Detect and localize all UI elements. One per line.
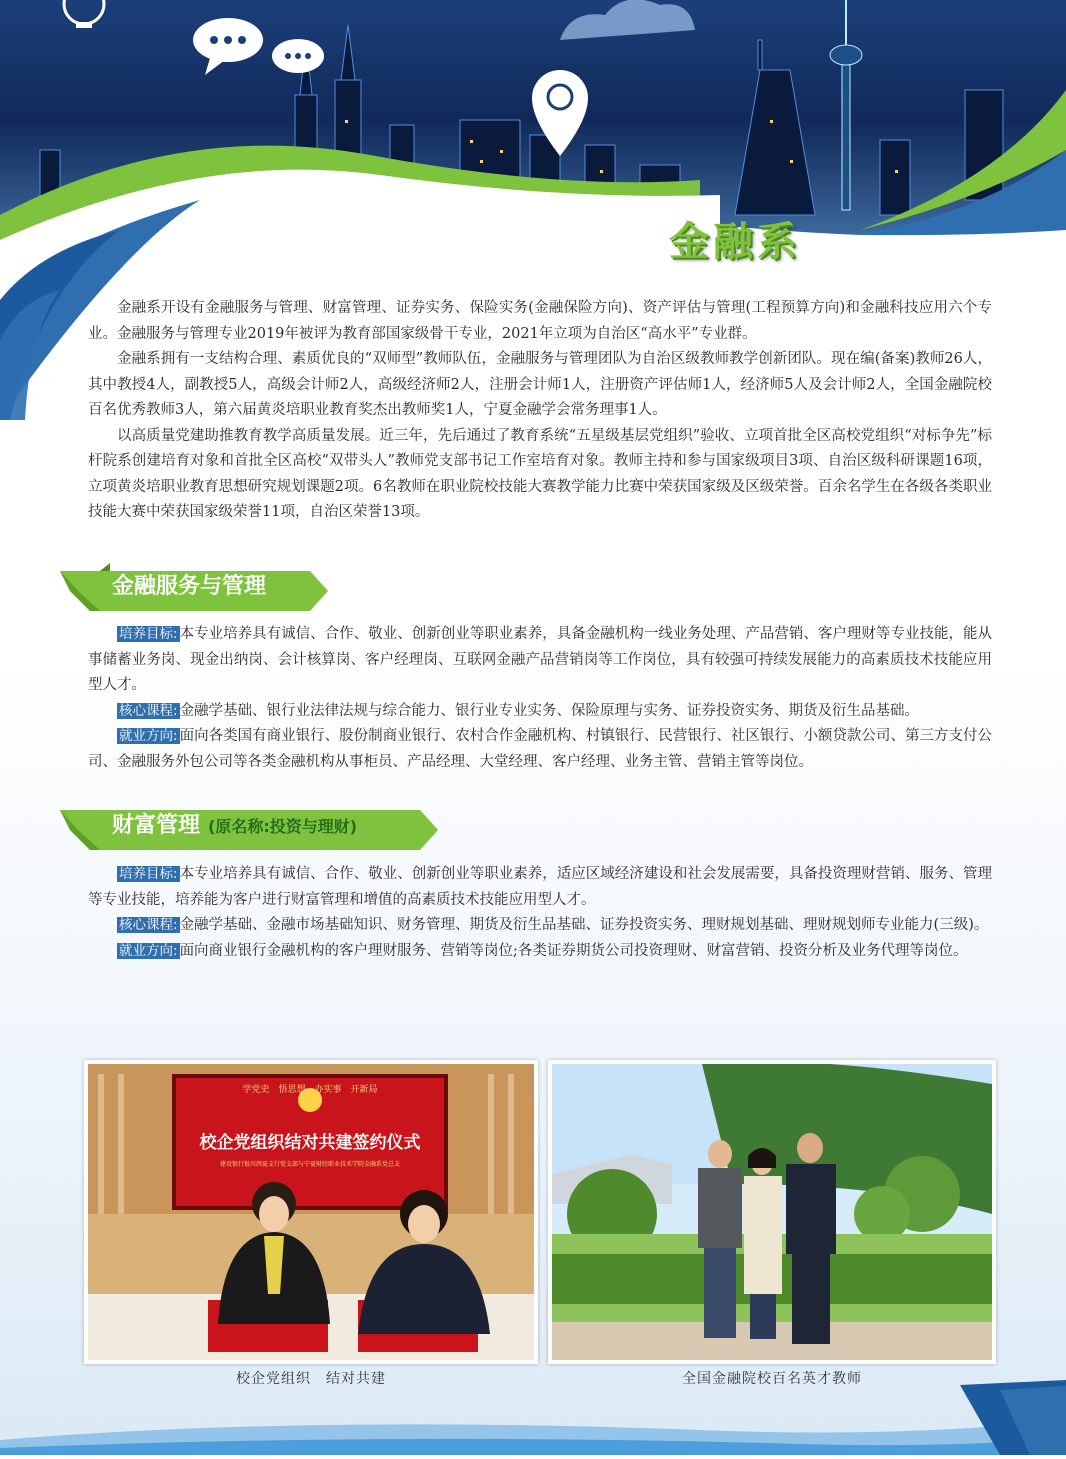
item-text: 本专业培养具有诚信、合作、敬业、创新创业等职业素养，适应区域经济建设和社会发展需要，具备投资理财营销、服务、管理等专业技能，培养能为客户进行财富管理和增值的高素质技术技能应用型人才。 [88, 866, 992, 908]
item-label: 就业方向: [119, 942, 178, 959]
section-item [88, 913, 992, 939]
intro-paragraph: 以高质量党建助推教育教学高质量发展。近三年，先后通过了教育系统“五星级基层党组织”验收、立项首批全区高校党组织“对标争先”标杆院系创建培育对象和首批全区高校“双带头人”教师党支部书记工作室培育对象。教师主持和参与国家级项目3项、自治区级科研课题16项，立项黄炎培职业教育思想研究规划课题2项。6名教师在职业院校技能大赛教学能力比赛中荣获国家级及区级荣誉。百余名学生在各级各类职业技能大赛中荣获国家级荣誉11项，自治区荣誉13项。 [88, 427, 992, 520]
intro-paragraph: 金融系拥有一支结构合理、素质优良的“双师型”教师队伍，金融服务与管理团队为自治区级教师教学创新团队。现在编(备案)教师26人，其中教授4人，副教授5人，高级会计师2人，高级经济师2人，注册会计师1人，注册资产评估师1人，经济师5人及会计师2人，全国金融院校百名优秀教师3人，第六届黄炎培职业教育奖杰出教师奖1人，宁夏金融学会常务理事1人。 [88, 351, 992, 418]
item-label: 核心课程: [119, 917, 178, 933]
item-text: 面向各类国有商业银行、股份制商业银行、农村合作金融机构、村镇银行、民营银行、社区银行、小额贷款公司、第三方支付公司、金融服务外包公司等各类金融机构从事柜员、产品经理、大堂经理、客户经理、业务主管、营销主管等岗位。 [88, 728, 992, 770]
teachers-group-image [552, 1064, 992, 1360]
screen-slogan: 学党史 悟思想 办实事 开新局 [242, 1085, 378, 1095]
section-title [112, 802, 357, 850]
item-label: 核心课程: [119, 702, 178, 719]
signing-ceremony-image [88, 1064, 534, 1360]
footer-decoration [0, 1380, 1066, 1455]
section-item [88, 939, 992, 965]
section-item [88, 622, 992, 699]
section-banner-finance-service [60, 563, 330, 611]
screen-title: 校企党组织结对共建签约仪式 [199, 1133, 421, 1153]
item-label: 培养目标: [119, 626, 178, 642]
intro-paragraph: 金融系开设有金融服务与管理、财富管理、证券实务、保险实务(金融保险方向)、资产评估与管理(工程预算方向)和金融科技应用六个专业。金融服务与管理专业2019年被评为教育部国家级骨干专业，2021年立项为自治区“高水平”专业群。 [88, 300, 992, 342]
intro-text [88, 296, 992, 526]
section-body-wealth-management [88, 862, 992, 964]
section-subtitle: (原名称:投资与理财) [208, 817, 358, 836]
photo-caption: 全国金融院校百名英才教师 [682, 1371, 862, 1387]
section-title-text: 财富管理 [112, 813, 201, 838]
photo-caption: 校企党组织 结对共建 [236, 1371, 386, 1387]
item-text: 金融学基础、金融市场基础知识、财务管理、期货及衍生品基础、证券投资实务、理财规划基础、理财规划师专业能力(三级)。 [179, 917, 989, 933]
page-title: 金融系 [669, 219, 801, 265]
section-banner-wealth-management [60, 802, 440, 850]
item-text: 本专业培养具有诚信、合作、敬业、创新创业等职业素养，具备金融机构一线业务处理、产品营销、客户理财等专业技能，能从事储蓄业务岗、现金出纳岗、会计核算岗、客户经理岗、互联网金融产品营销岗等工作岗位，具有较强可持续发展能力的高素质技术技能应用型人才。 [88, 626, 992, 693]
item-text: 面向商业银行金融机构的客户理财服务、营销等岗位;各类证券期货公司投资理财、财富营销、投资分析及业务代理等岗位。 [179, 942, 968, 959]
item-label: 培养目标: [119, 866, 178, 882]
item-text: 金融学基础、银行业法律法规与综合能力、银行业专业实务、保险原理与实务、证券投资实务、期货及衍生品基础。 [179, 702, 920, 719]
item-label: 就业方向: [119, 728, 178, 744]
section-item [88, 862, 992, 913]
photo-teachers [548, 1060, 996, 1364]
section-title: 金融服务与管理 [112, 574, 267, 599]
footer-wave [0, 1380, 1066, 1455]
screen-subtitle: 建设银行银川西夏支行党支部与宁夏财经职业技术学院金融系党总支 [219, 1161, 401, 1168]
photo-signing-ceremony [84, 1060, 538, 1364]
section-item [88, 724, 992, 775]
section-item [88, 699, 992, 725]
section-body-finance-service [88, 622, 992, 775]
